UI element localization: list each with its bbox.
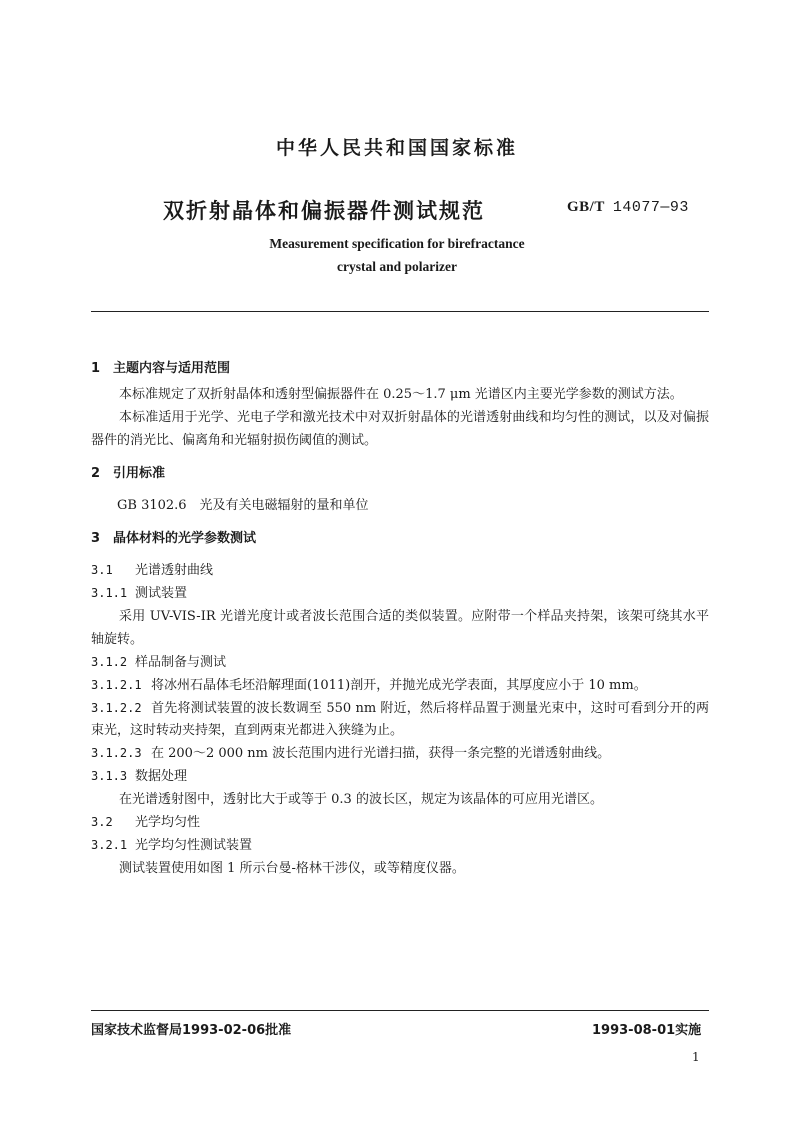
section-2-heading [91,464,709,484]
subsection-title: 光学均匀性 [135,815,201,830]
subsection-title: 测试装置 [135,586,188,601]
document-body [91,359,709,880]
subsection-title: 光学均匀性测试装置 [135,838,253,853]
normative-reference: GB 3102.6 光及有关电磁辐射的量和单位 [117,498,369,513]
subsection-text: 在 200～2 000 nm 波长范围内进行光谱扫描，获得一条完整的光谱透射曲线。 [151,746,611,761]
subsection-number: 3.2 [91,815,113,829]
section-title: 晶体材料的光学参数测试 [113,531,257,546]
document-title-cn: 双折射晶体和偏振器件测试规范 [163,199,485,223]
standard-name: 中华人民共和国国家标准 [275,137,518,159]
subsection-number: 3.1.2 [91,655,128,669]
subsection-title: 数据处理 [135,769,188,784]
subsection-3-2-1-text: 测试装置使用如图 1 所示台曼-格林干涉仪，或等精度仪器。 [119,861,465,876]
subsection-3-2-1 [91,834,709,857]
section-1-paragraph-1: 本标准规定了双折射晶体和透射型偏振器件在 0.25～1.7 μm 光谱区内主要光学参数的测试方法。 [119,387,683,402]
subsection-3-1-1-text: 采用 UV-VIS-IR 光谱光度计或者波长范围合适的类似装置。应附带一个样品夹持架，该架可绕其水平轴旋转。 [91,609,709,647]
document-title-en-line2: crystal and polarizer [337,259,457,274]
implementation-date: 1993-08-01实施 [592,1023,702,1038]
section-3-heading [91,529,709,549]
subsection-3-1-2 [91,651,709,674]
subsection-3-1-2-3 [91,742,709,765]
approval-info: 国家技术监督局1993-02-06批准 [91,1023,292,1038]
section-1-heading [91,359,709,379]
section-title: 主题内容与适用范围 [113,361,231,376]
subsection-3-1-2-1 [91,674,709,697]
section-number: 2 [91,466,101,481]
subsection-3-1-3-text: 在光谱透射图中，透射比大于或等于 0.3 的波长区，规定为该晶体的可应用光谱区。 [119,792,603,807]
section-number: 3 [91,531,101,546]
subsection-number: 3.1.1 [91,586,128,600]
standard-code [567,197,689,216]
header-divider [91,311,709,312]
subsection-3-2 [91,811,709,834]
page-number: 1 [692,1050,700,1064]
document-title-en-line1: Measurement specification for birefractance [269,236,525,251]
subsection-title: 光谱透射曲线 [135,563,214,578]
subsection-text: 首先将测试装置的波长数调至 550 nm 附近，然后将样品置于测量光束中，这时可看到分开的两束光，这时转动夹持架，直到两束光都进入狭缝为止。 [91,701,709,738]
subsection-number: 3.1 [91,563,113,577]
standard-code-prefix: GB/T [567,199,605,215]
section-1-paragraph-2: 本标准适用于光学、光电子学和激光技术中对双折射晶体的光谱透射曲线和均匀性的测试，以及对偏振器件的消光比、偏离角和光辐射损伤阈值的测试。 [91,410,709,448]
subsection-number: 3.1.2.3 [91,746,142,760]
subsection-number: 3.1.2.2 [91,701,142,715]
subsection-number: 3.2.1 [91,838,128,852]
subsection-text: 将冰州石晶体毛坯沿解理面(1011)剖开，并抛光成光学表面，其厚度应小于 10 mm。 [151,678,647,693]
subsection-title: 样品制备与测试 [135,655,227,670]
subsection-3-1 [91,559,709,582]
section-title: 引用标准 [113,466,166,481]
subsection-number: 3.1.3 [91,769,128,783]
footer-divider [91,1010,709,1011]
section-number: 1 [91,361,101,376]
subsection-3-1-3 [91,765,709,788]
standard-code-number: 14077—93 [612,199,689,216]
subsection-3-1-1 [91,582,709,605]
subsection-3-1-2-2 [91,697,709,742]
subsection-number: 3.1.2.1 [91,678,142,692]
